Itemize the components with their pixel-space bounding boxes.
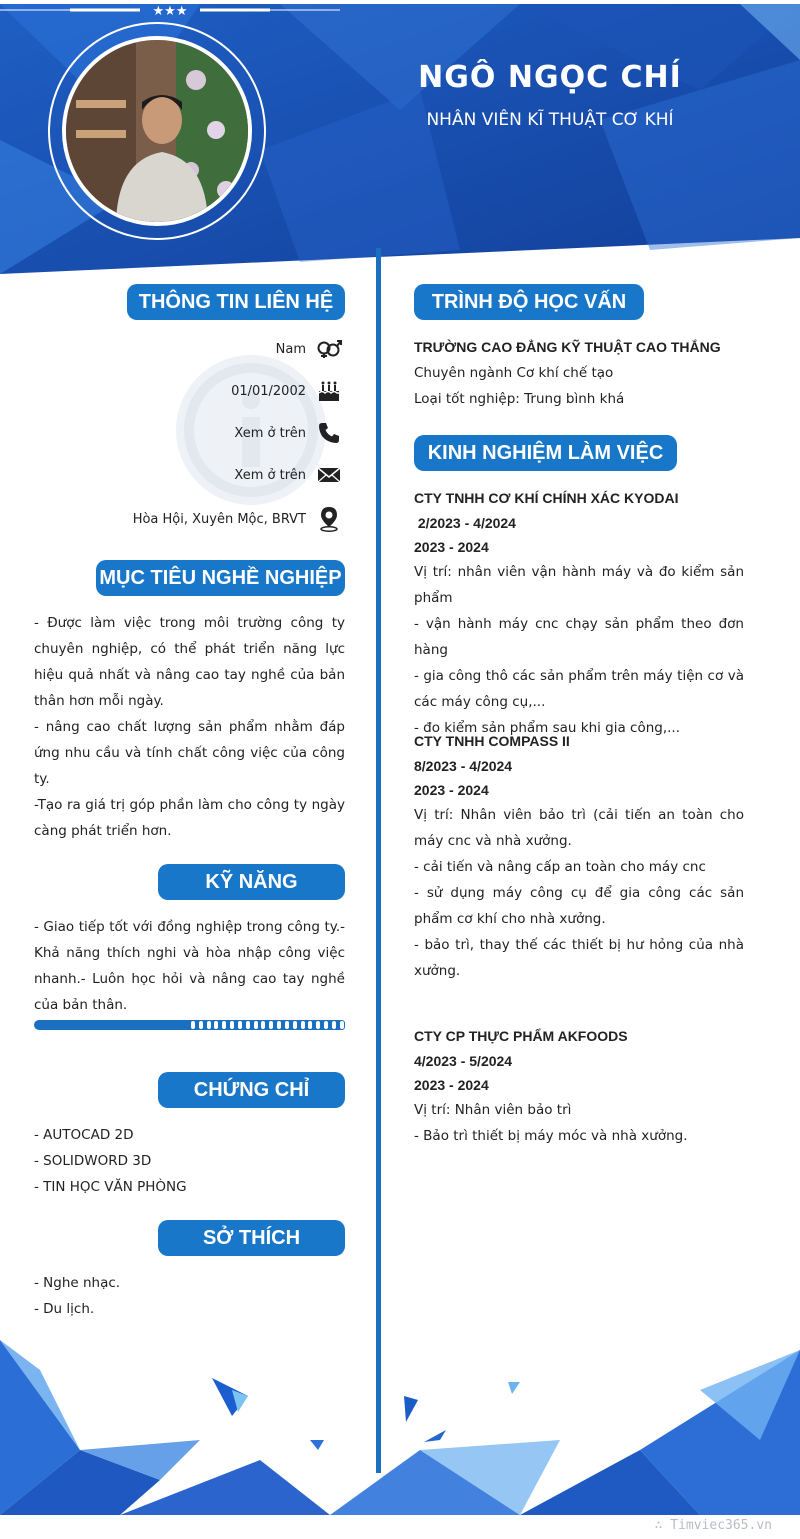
job-line: - gia công thô các sản phẩm trên máy tiện cơ và các máy công cụ,... bbox=[414, 668, 744, 710]
center-divider-line bbox=[376, 248, 381, 1473]
objective-text: - Được làm việc trong môi trường công ty chuyên nghiệp, có thể phát triển năng lực hiệu quả nhất và nâng cao tay nghề của bản thân hơn mỗi ngày. - nâng cao chất lượng sản phẩm nhằm đáp ứng nhu cầu và tính chất công việc của công ty. -Tạo ra giá trị góp phần làm cho công ty ngày càng phát triển hơn. bbox=[34, 615, 345, 839]
location-pin-icon bbox=[316, 506, 342, 532]
brand-watermark: ∴ Timviec365.vn bbox=[654, 1518, 772, 1533]
email-icon bbox=[316, 462, 342, 488]
phone-icon bbox=[316, 420, 342, 446]
school-name: TRƯỜNG CAO ĐẲNG KỸ THUẬT CAO THẮNG bbox=[414, 339, 721, 355]
contact-section-title: THÔNG TIN LIÊN HỆ bbox=[127, 284, 345, 320]
objective-section-title: MỤC TIÊU NGHỀ NGHIỆP bbox=[96, 560, 345, 596]
title-divider bbox=[0, 0, 340, 20]
list-item: - Du lịch. bbox=[34, 1301, 95, 1317]
birthday-cake-icon bbox=[316, 378, 342, 404]
certificates-section-title: CHỨNG CHỈ bbox=[158, 1072, 345, 1108]
job-period: 4/2023 - 5/2024 bbox=[414, 1053, 513, 1069]
candidate-name: NGÔ NGỌC CHÍ bbox=[418, 60, 682, 95]
job-line: - đo kiểm sản phẩm sau khi gia công,... bbox=[414, 720, 681, 736]
company-name: CTY TNHH CƠ KHÍ CHÍNH XÁC KYODAI bbox=[414, 490, 679, 506]
certificates-list bbox=[34, 1122, 345, 1200]
svg-text:★★★: ★★★ bbox=[152, 4, 188, 19]
job-entry-1 bbox=[414, 485, 744, 741]
hobbies-section-title: SỞ THÍCH bbox=[158, 1220, 345, 1256]
company-name: CTY CP THỰC PHẨM AKFOODS bbox=[414, 1028, 628, 1044]
major: Chuyên ngành Cơ khí chế tạo bbox=[414, 365, 614, 381]
job-line: - bảo trì, thay thế các thiết bị hư hỏng của nhà xưởng. bbox=[414, 937, 744, 979]
graduation-grade: Loại tốt nghiệp: Trung bình khá bbox=[414, 391, 625, 407]
address-value: Hòa Hội, Xuyên Mộc, BRVT bbox=[132, 511, 306, 527]
company-name: CTY TNHH COMPASS II bbox=[414, 733, 570, 749]
contact-phone bbox=[234, 419, 342, 447]
job-entry-3 bbox=[414, 1023, 744, 1149]
job-years: 2023 - 2024 bbox=[414, 539, 489, 555]
job-title: NHÂN VIÊN KĨ THUẬT CƠ KHÍ bbox=[426, 110, 674, 130]
job-years: 2023 - 2024 bbox=[414, 1077, 489, 1093]
job-line: - Bảo trì thiết bị máy móc và nhà xưởng. bbox=[414, 1128, 688, 1144]
job-period: 8/2023 - 4/2024 bbox=[414, 758, 513, 774]
job-years: 2023 - 2024 bbox=[414, 782, 489, 798]
skill-level-remaining bbox=[190, 1020, 345, 1030]
footer-decoration bbox=[0, 1330, 800, 1539]
email-value: Xem ở trên bbox=[234, 467, 306, 483]
contact-birthday bbox=[231, 377, 342, 405]
job-period: 2/2023 - 4/2024 bbox=[414, 515, 516, 531]
gender-value: Nam bbox=[275, 341, 306, 357]
list-item: - TIN HỌC VĂN PHÒNG bbox=[34, 1179, 187, 1195]
education-section-title: TRÌNH ĐỘ HỌC VẤN bbox=[414, 284, 644, 320]
list-item: - AUTOCAD 2D bbox=[34, 1127, 134, 1143]
list-item: - SOLIDWORD 3D bbox=[34, 1153, 152, 1169]
skills-text: - Giao tiếp tốt với đồng nghiệp trong công ty.- Khả năng thích nghi và hòa nhập công việc nhanh.- Luôn học hỏi và nâng cao tay nghề của bản thân. bbox=[34, 919, 345, 1013]
job-line: - sử dụng máy công cụ để gia công các sản phẩm cơ khí cho nhà xưởng. bbox=[414, 885, 744, 927]
contact-gender bbox=[276, 335, 342, 363]
header-banner bbox=[0, 0, 800, 280]
hobbies-list bbox=[34, 1270, 345, 1322]
experience-section-title: KINH NGHIỆM LÀM VIỆC bbox=[414, 435, 677, 471]
birthday-value: 01/01/2002 bbox=[231, 383, 306, 399]
job-line: Vị trí: Nhân viên bảo trì bbox=[414, 1102, 572, 1118]
job-entry-2 bbox=[414, 728, 744, 984]
job-line: - vận hành máy cnc chạy sản phẩm theo đơn hàng bbox=[414, 616, 744, 658]
avatar bbox=[62, 36, 252, 226]
job-line: - cải tiến và nâng cấp an toàn cho máy cnc bbox=[414, 859, 706, 875]
skills-section-title: KỸ NĂNG bbox=[158, 864, 345, 900]
education-block bbox=[414, 334, 744, 412]
phone-value: Xem ở trên bbox=[234, 425, 306, 441]
job-line: Vị trí: Nhân viên bảo trì (cải tiến an toàn cho máy cnc và nhà xưởng. bbox=[414, 807, 744, 849]
job-line: Vị trí: nhân viên vận hành máy và đo kiểm sản phẩm bbox=[414, 564, 744, 606]
contact-email bbox=[234, 461, 342, 489]
contact-address bbox=[133, 505, 342, 533]
gender-icon bbox=[316, 336, 342, 362]
list-item: - Nghe nhạc. bbox=[34, 1275, 121, 1291]
